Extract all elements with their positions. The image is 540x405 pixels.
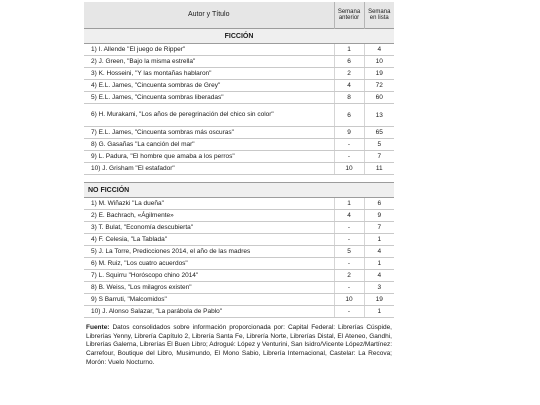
book-title-author: 7) L. Squirru "Horóscopo chino 2014" xyxy=(84,270,334,282)
book-title-author: 6) H. Murakami, "Los años de peregrinación del chico sin color" xyxy=(84,104,334,127)
table-row xyxy=(84,56,394,68)
table-row xyxy=(84,258,394,270)
table-row xyxy=(84,222,394,234)
table-row xyxy=(84,294,394,306)
table-row xyxy=(84,68,394,80)
col-header-title: Autor y Título xyxy=(84,2,334,29)
section-nonfiction xyxy=(84,183,394,198)
book-title-author: 1) I. Allende "El juego de Ripper" xyxy=(84,44,334,56)
nonfiction-list xyxy=(84,198,394,318)
previous-week-rank: - xyxy=(334,306,364,318)
weeks-on-list: 13 xyxy=(364,104,394,127)
book-title-author: 8) B. Weiss, "Los milagros existen" xyxy=(84,282,334,294)
weeks-on-list: 1 xyxy=(364,234,394,246)
previous-week-rank: 8 xyxy=(334,92,364,104)
weeks-on-list: 10 xyxy=(364,56,394,68)
source-note xyxy=(84,324,394,368)
table-row xyxy=(84,139,394,151)
weeks-on-list: 5 xyxy=(364,139,394,151)
weeks-on-list: 7 xyxy=(364,151,394,163)
book-title-author: 5) J. La Torre, Predicciones 2014, el año de las madres xyxy=(84,246,334,258)
previous-week-rank: 4 xyxy=(334,80,364,92)
book-title-author: 4) F. Celesia, "La Tablada" xyxy=(84,234,334,246)
previous-week-rank: - xyxy=(334,282,364,294)
previous-week-rank: 2 xyxy=(334,68,364,80)
book-title-author: 5) E.L. James, "Cincuenta sombras liberadas" xyxy=(84,92,334,104)
section-title-fiction: FICCIÓN xyxy=(84,29,394,44)
table-row xyxy=(84,80,394,92)
table-row xyxy=(84,210,394,222)
book-title-author: 8) G. Gasañas "La canción del mar" xyxy=(84,139,334,151)
table-row xyxy=(84,198,394,210)
weeks-on-list: 60 xyxy=(364,92,394,104)
previous-week-rank: 9 xyxy=(334,127,364,139)
section-title-nonfiction: NO FICCIÓN xyxy=(84,183,394,198)
book-title-author: 6) M. Ruiz, "Los cuatro acuerdos" xyxy=(84,258,334,270)
previous-week-rank: 4 xyxy=(334,210,364,222)
weeks-on-list: 6 xyxy=(364,198,394,210)
previous-week-rank: - xyxy=(334,258,364,270)
weeks-on-list: 1 xyxy=(364,258,394,270)
weeks-on-list: 19 xyxy=(364,294,394,306)
table-row xyxy=(84,234,394,246)
book-title-author: 4) E.L. James, "Cincuenta sombras de Grey" xyxy=(84,80,334,92)
table-header xyxy=(84,2,394,29)
table-row xyxy=(84,246,394,258)
previous-week-rank: - xyxy=(334,234,364,246)
weeks-on-list: 65 xyxy=(364,127,394,139)
table-row xyxy=(84,104,394,127)
book-title-author: 9) L. Padura, "El hombre que amaba a los perros" xyxy=(84,151,334,163)
table-row xyxy=(84,306,394,318)
book-title-author: 9) S Barruti, "Malcomidos" xyxy=(84,294,334,306)
weeks-on-list: 4 xyxy=(364,270,394,282)
bestseller-table xyxy=(84,2,394,318)
fiction-list xyxy=(84,44,394,175)
previous-week-rank: 1 xyxy=(334,198,364,210)
section-fiction xyxy=(84,29,394,44)
previous-week-rank: 1 xyxy=(334,44,364,56)
weeks-on-list: 4 xyxy=(364,44,394,56)
book-title-author: 2) J. Green, "Bajo la misma estrella" xyxy=(84,56,334,68)
weeks-on-list: 1 xyxy=(364,306,394,318)
table-row xyxy=(84,127,394,139)
previous-week-rank: 6 xyxy=(334,104,364,127)
table-row xyxy=(84,270,394,282)
table-row xyxy=(84,92,394,104)
book-title-author: 3) T. Bulat, "Economía descubierta" xyxy=(84,222,334,234)
previous-week-rank: 10 xyxy=(334,163,364,175)
book-title-author: 1) M. Wiñazki "La dueña" xyxy=(84,198,334,210)
book-title-author: 2) E. Bachrach, «Ágilmente» xyxy=(84,210,334,222)
previous-week-rank: 5 xyxy=(334,246,364,258)
table-row xyxy=(84,151,394,163)
weeks-on-list: 4 xyxy=(364,246,394,258)
source-text: Datos consolidados sobre información proporcionada por: Capital Federal: Librerías Cúspide, Librerías Yenny, Librería Capítulo 2, Librería Santa Fe, Librería Norte, Librerías Distal, El Ateneo, Gandhi, Librerías Galerna, Librerías El Buen Libro; Adrogué: López y Venturini, San Isidro/Vicente López/Martínez: Carrefour, Boutique del Libro, Musimundo, El Mono Sabio, Librería Internacional, Castelar: La Recova; Morón: Vuelo Nocturno. xyxy=(86,324,392,366)
weeks-on-list: 7 xyxy=(364,222,394,234)
table-row xyxy=(84,163,394,175)
col-header-weeks-listed: Semana en lista xyxy=(364,2,394,29)
book-title-author: 3) K. Hosseini, "Y las montañas hablaron" xyxy=(84,68,334,80)
book-title-author: 10) J. Alonso Salazar, "La parábola de Pablo" xyxy=(84,306,334,318)
previous-week-rank: 6 xyxy=(334,56,364,68)
weeks-on-list: 72 xyxy=(364,80,394,92)
bestseller-chart xyxy=(84,2,394,368)
weeks-on-list: 11 xyxy=(364,163,394,175)
weeks-on-list: 3 xyxy=(364,282,394,294)
previous-week-rank: - xyxy=(334,151,364,163)
book-title-author: 7) E.L. James, "Cincuenta sombras más oscuras" xyxy=(84,127,334,139)
weeks-on-list: 9 xyxy=(364,210,394,222)
col-header-prev-week: Semana anterior xyxy=(334,2,364,29)
previous-week-rank: 10 xyxy=(334,294,364,306)
source-label: Fuente: xyxy=(86,324,110,331)
weeks-on-list: 19 xyxy=(364,68,394,80)
table-row xyxy=(84,282,394,294)
book-title-author: 10) J. Grisham "El estafador" xyxy=(84,163,334,175)
table-row xyxy=(84,44,394,56)
previous-week-rank: - xyxy=(334,139,364,151)
previous-week-rank: - xyxy=(334,222,364,234)
previous-week-rank: 2 xyxy=(334,270,364,282)
